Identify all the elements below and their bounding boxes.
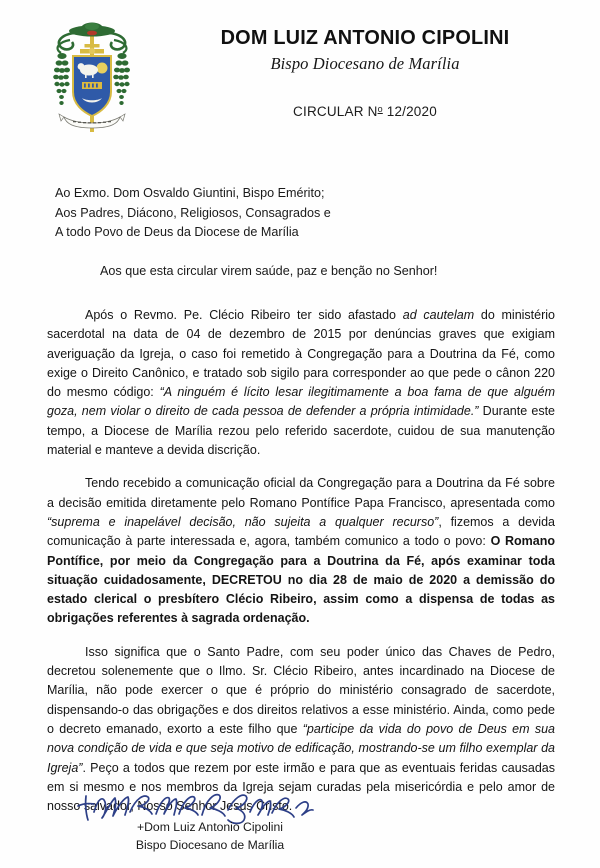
bishop-name: DOM LUIZ ANTONIO CIPOLINI xyxy=(220,26,510,49)
circular-number: 12/2020 xyxy=(382,104,437,119)
p1-text-c: Durante este tempo, a Diocese de Marília rezou pelo referido sacerdote, cuidou de sua manutenção material e manteve a devida discrição. xyxy=(47,404,555,458)
p3-exhortation-quote: “participe da vida do povo de Deus em sua nova condição de vida e que seja motivo de edificação, mostrando-se um filho exemplar da Igreja” xyxy=(47,721,555,775)
letter-body xyxy=(47,306,555,816)
p2-decision-quote: “suprema e inapelável decisão, não sujeita a qualquer recurso” xyxy=(47,514,439,529)
paragraph-2 xyxy=(47,474,555,628)
p1-text-a: Após o Revmo. Pe. Clécio Ribeiro ter sido afastado xyxy=(85,308,403,322)
addressee-line: Ao Exmo. Dom Osvaldo Giuntini, Bispo Emérito; xyxy=(55,186,325,200)
p3-text-b: . Peço a todos que rezem por este irmão e para que as eventuais feridas causadas em si mesmo e nos membros da Igreja sejam curadas pela misericórdia e pelo amor de nosso salvador, Nosso Senhor Jesus Cristo. xyxy=(47,760,555,814)
ordinal-indicator: o xyxy=(377,104,383,114)
p1-latin-term: ad cautelam xyxy=(402,308,475,322)
p2-decree-statement: O Romano Pontífice, por meio da Congregação para a Doutrina da Fé, após examinar toda situação cuidadosamente, DECRETOU no dia 28 de maio de 2020 a demissão do estado clerical o presbítero Clécio Ribeiro, assim como a dispensa de todas as obrigações referentes à sagrada ordenação. xyxy=(47,534,555,626)
p3-text-a: Isso significa que o Santo Padre, com seu poder único das Chaves de Pedro, decretou solenemente que o Ilmo. Sr. Clécio Ribeiro, antes incardinado na Diocese de Marília, não pode exercer o que é próprio do ministério consagrado de sacerdote, dispensando-o das obrigações e dos direitos relativos a esse ministério. Ainda, como pede o decreto emanado, exorto a este filho que xyxy=(47,644,555,736)
p2-text-b: , fizemos a devida comunicação à parte interessada e, agora, também comunico a todo o povo: xyxy=(47,514,555,549)
greeting-line: Aos que esta circular virem saúde, paz e benção no Senhor! xyxy=(100,264,438,278)
circular-label: CIRCULAR N xyxy=(293,104,378,119)
p1-canon-quote: “A ninguém é lícito lesar ilegitimamente a boa fama de que alguém goza, nem violar o direito de cada pessoa de defender a própria intimidade.” xyxy=(47,385,555,419)
paragraph-1 xyxy=(47,306,555,460)
p1-text-b: do ministério sacerdotal na data de 04 de dezembro de 2015 por denúncias graves que exigiam averiguação da Igreja, o caso foi remetido à Congregação para a Doutrina da Fé, como exige o Direito Canônico, e tratado sob sigilo para corresponder ao que pede o cânon 220 do mesmo código: xyxy=(47,308,555,400)
signatory-role: Bispo Diocesano de Marília xyxy=(135,838,285,852)
circular-number-line xyxy=(150,104,580,119)
letterhead xyxy=(0,0,600,140)
signature-block xyxy=(60,792,360,854)
letterhead-titles xyxy=(150,26,580,74)
addressee-line: A todo Povo de Deus da Diocese de Marília xyxy=(55,225,299,239)
signatory-name: +Dom Luiz Antonio Cipolini xyxy=(137,820,283,834)
addressee-block xyxy=(55,184,555,243)
addressee-line: Aos Padres, Diácono, Religiosos, Consagrados e xyxy=(55,205,331,220)
p2-text-a: Tendo recebido a comunicação oficial da Congregação para a Doutrina da Fé sobre a decisão emitida diretamente pelo Romano Pontífice Papa Francisco, apresentada como xyxy=(47,476,555,510)
bishop-title: Bispo Diocesano de Marília xyxy=(270,54,460,73)
episcopal-coat-of-arms-icon xyxy=(44,18,140,136)
